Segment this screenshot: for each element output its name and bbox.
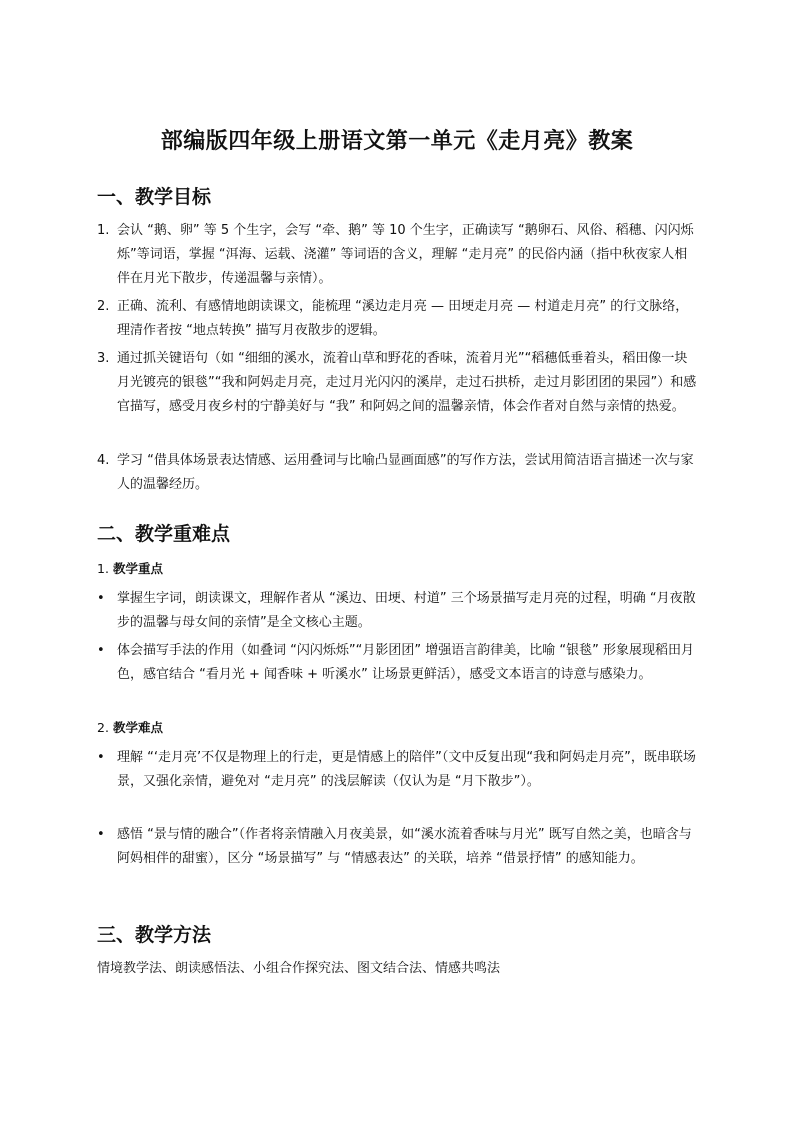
goal-item-text: 学习 “借具体场景表达情感、运用叠词与比喻凸显画面感”的写作方法，尝试用简洁语言描述一次与家人的温馨经历。 [117, 453, 694, 492]
bullet-icon: • [97, 750, 105, 765]
subheading-label: 教学重点 [112, 561, 163, 576]
goal-item-4 [97, 449, 697, 497]
goal-item-text: 正确、流利、有感情地朗读课文，能梳理 “溪边走月亮 — 田埂走月亮 — 村道走月亮” 的行文脉络，理清作者按 “地点转换” 描写月夜散步的逻辑。 [117, 299, 689, 338]
goal-item-1 [97, 219, 697, 291]
bullet-text: 掌握生字词，朗读课文，理解作者从 “溪边、田埂、村道” 三个场景描写走月亮的过程，明确 “月夜散步的温馨与母女间的亲情”是全文核心主题。 [117, 591, 696, 630]
key-point-bullet-2 [97, 639, 697, 687]
difficult-point-bullet-1 [97, 746, 697, 794]
goal-item-2 [97, 295, 697, 343]
difficult-point-bullet-2 [97, 823, 697, 871]
goal-item-text: 通过抓关键语句（如 “细细的溪水，流着山草和野花的香味，流着月光”“稻穗低垂着头，稻田像一块月光镀亮的银毯”“我和阿妈走月亮，走过月光闪闪的溪岸，走过石拱桥，走过月影团团的果园”）和感官描写，感受月夜乡村的宁静美好与 “我” 和阿妈之间的温馨亲情，体会作者对自然与亲情的热爱。 [117, 351, 697, 414]
goal-item-number: 2. [97, 299, 110, 314]
bullet-text: 体会描写手法的作用（如叠词 “闪闪烁烁”“月影团团” 增强语言韵律美，比喻 “银毯” 形象展现稻田月色，感官结合 “看月光 + 闻香味 + 听溪水” 让场景更鲜活），感受文本语言的诗意与感染力。 [117, 643, 694, 682]
goal-item-number: 3. [97, 351, 110, 366]
subheading-number: 2. [97, 720, 109, 735]
bullet-text: 感悟 “景与情的融合”（作者将亲情融入月夜美景，如“溪水流着香味与月光” 既写自然之美，也暗含与阿妈相伴的甜蜜），区分 “场景描写” 与 “情感表达” 的关联，培养 “借景抒情” 的感知能力。 [117, 827, 692, 866]
bullet-icon: • [97, 827, 105, 842]
subheading-difficult-points [97, 716, 163, 740]
bullet-text: 理解 “‘走月亮’不仅是物理上的行走，更是情感上的陪伴”（文中反复出现“我和阿妈走月亮”，既串联场景，又强化亲情，避免对 “走月亮” 的浅层解读（仅认为是 “月下散步”）。 [117, 750, 696, 789]
bullet-icon: • [97, 643, 105, 658]
key-point-bullet-1 [97, 587, 697, 635]
goal-item-number: 4. [97, 453, 110, 468]
page-title: 部编版四年级上册语文第一单元《走月亮》教案 [160, 128, 634, 154]
bullet-icon: • [97, 591, 105, 606]
goal-item-text: 会认 “鹅、卵” 等 5 个生字，会写 “牵、鹅” 等 10 个生字，正确读写 “鹅卵石、风俗、稻穗、闪闪烁烁”等词语，掌握 “洱海、运载、浇灌” 等词语的含义，理解 “走月亮” 的民俗内涵（指中秋夜家人相伴在月光下散步，传递温馨与亲情）。 [117, 223, 694, 286]
goal-item-number: 1. [97, 223, 110, 238]
goal-item-3 [97, 347, 697, 419]
subheading-label: 教学难点 [112, 720, 163, 735]
section-heading-goals: 一、教学目标 [97, 186, 212, 208]
section-heading-methods: 三、教学方法 [97, 924, 212, 946]
methods-text: 情境教学法、朗读感悟法、小组合作探究法、图文结合法、情感共鸣法 [97, 961, 501, 976]
subheading-number: 1. [97, 561, 109, 576]
section-heading-keypoints: 二、教学重难点 [97, 523, 231, 545]
subheading-key-points [97, 557, 163, 581]
